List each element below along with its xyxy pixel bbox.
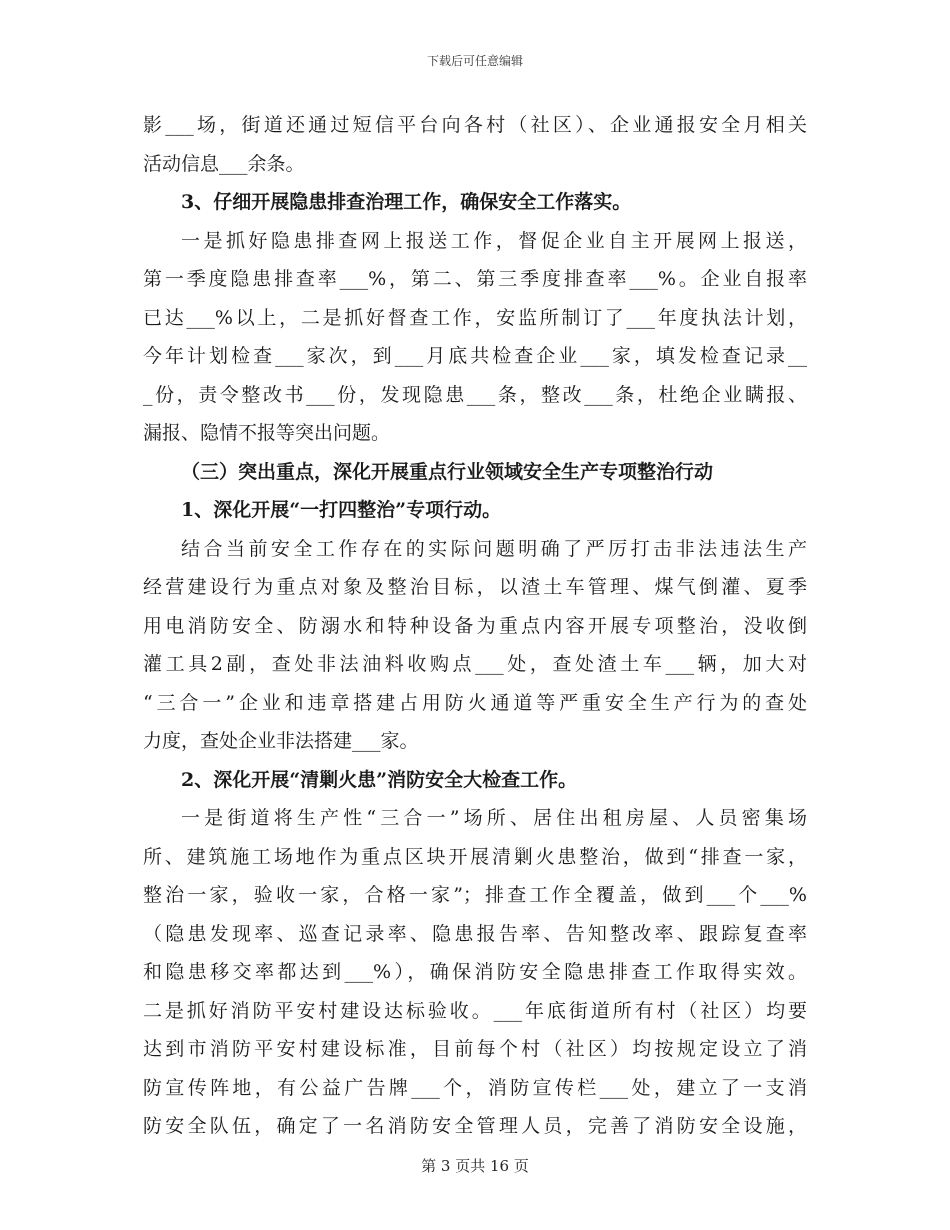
text-line: 防安全队伍，确定了一名消防安全管理人员，完善了消防安全设施， bbox=[143, 1115, 807, 1137]
text-line: 第一季度隐患排查率___%，第二、第三季度排查率___%。企业自报率 bbox=[143, 268, 807, 290]
text-line: （隐患发现率、巡查记录率、隐患报告率、告知整改率、跟踪复查率 bbox=[143, 922, 807, 945]
text-line: “三合一”企业和违章搭建占用防火通道等严重安全生产行为的查处 bbox=[143, 691, 807, 714]
text-line: 灌工具2副，查处非法油料收购点___处，查处渣土车___辆，加大对 bbox=[143, 653, 807, 675]
text-line: 一是抓好隐患排查网上报送工作，督促企业自主开展网上报送， bbox=[181, 229, 807, 252]
text-line: 一是街道将生产性“三合一”场所、居住出租房屋、人员密集场 bbox=[181, 807, 807, 829]
text-line: 用电消防安全、防溺水和特种设备为重点内容开展专项整治，没收倒 bbox=[143, 614, 807, 637]
section-heading: 1、深化开展“一打四整治”专项行动。 bbox=[181, 499, 502, 521]
section-heading: 3、仔细开展隐患排查治理工作，确保安全工作落实。 bbox=[181, 191, 632, 213]
text-line: 结合当前安全工作存在的实际问题明确了严厉打击非法违法生产 bbox=[181, 537, 807, 560]
page-footer: 第 3 页共 16 页 bbox=[421, 1157, 529, 1175]
text-line: 经营建设行为重点对象及整治目标，以渣土车管理、煤气倒灌、夏季 bbox=[143, 576, 807, 598]
text-line: 已达___%以上，二是抓好督查工作，安监所制订了___年度执法计划， bbox=[143, 306, 807, 329]
text-line: 今年计划检查___家次，到___月底共检查企业___家，填发检查记录__ bbox=[143, 345, 807, 367]
section-heading: （三）突出重点，深化开展重点行业领域安全生产专项整治行动 bbox=[181, 460, 714, 483]
document-body bbox=[143, 106, 807, 1146]
text-line: 力度，查处企业非法搭建___家。 bbox=[143, 730, 419, 752]
text-line: 所、建筑施工场地作为重点区块开展清剿火患整治，做到“排查一家， bbox=[143, 845, 807, 868]
text-line: 达到市消防平安村建设标准，目前每个村（社区）均按规定设立了消 bbox=[143, 1038, 807, 1060]
text-line: 漏报、隐情不报等突出问题。 bbox=[143, 422, 391, 444]
section-heading: 2、深化开展“清剿火患”消防安全大检查工作。 bbox=[181, 768, 578, 791]
text-line: 整治一家，验收一家，合格一家”；排查工作全覆盖，做到___个___% bbox=[143, 884, 807, 906]
page-header: 下载后可任意编辑 bbox=[426, 54, 523, 68]
text-line: _份，责令整改书___份，发现隐患___条，整改___条，杜绝企业瞒报、 bbox=[143, 383, 807, 406]
text-line: 和隐患移交率都达到___%），确保消防安全隐患排查工作取得实效。 bbox=[143, 961, 807, 983]
text-line: 影___场，街道还通过短信平台向各村（社区）、企业通报安全月相关 bbox=[143, 114, 807, 136]
text-line: 活动信息___余条。 bbox=[143, 152, 305, 175]
text-line: 二是抓好消防平安村建设达标验收。___年底街道所有村（社区）均要 bbox=[143, 999, 807, 1022]
text-line: 防宣传阵地，有公益广告牌___个，消防宣传栏___处，建立了一支消 bbox=[143, 1076, 807, 1099]
